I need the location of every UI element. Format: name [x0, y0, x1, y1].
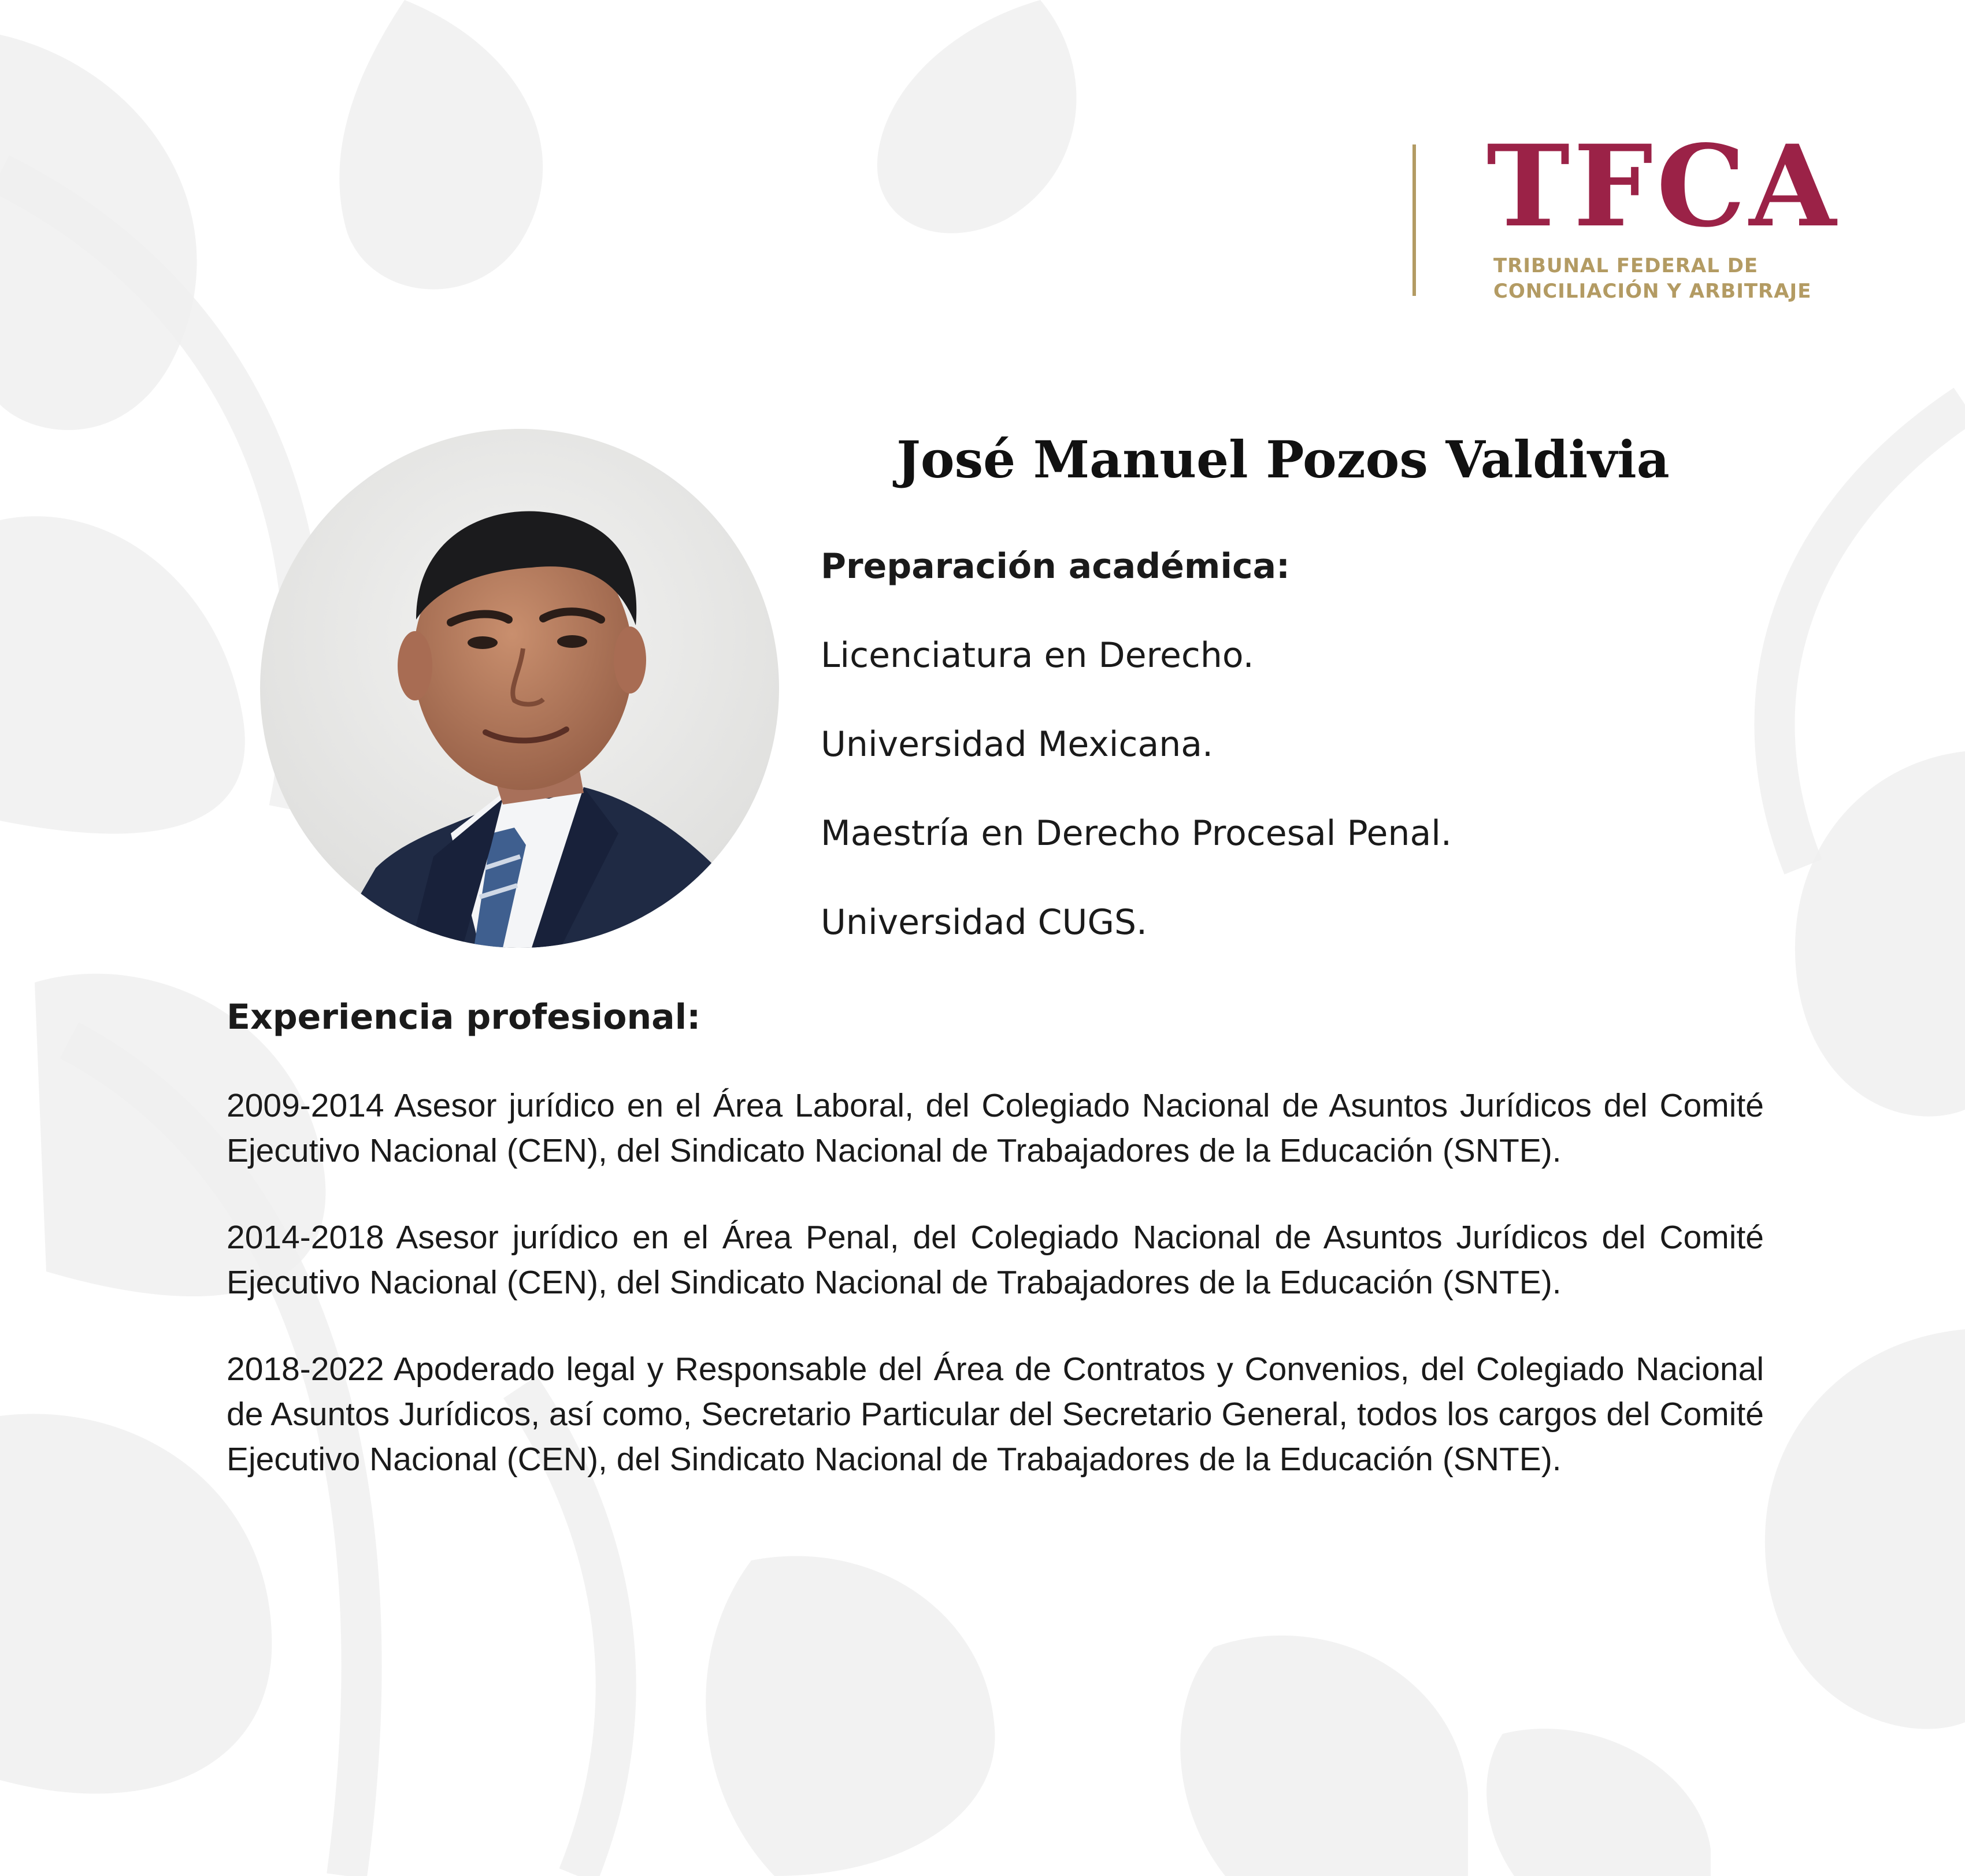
experience-entry: 2009-2014 Asesor jurídico en el Área Laboral, del Colegiado Nacional de Asuntos Jurídicos del Comité Ejecutivo Nacional (CEN), del Sindicato Nacional de Trabajadores de la Educación (SNTE).: [227, 1087, 1764, 1169]
logo-full-name-line2: CONCILIACIÓN Y ARBITRAJE: [1493, 280, 1812, 303]
academic-heading: Preparación académica:: [821, 546, 1291, 587]
person-name: José Manuel Pozos Valdivia: [896, 429, 1670, 490]
academic-item: Universidad CUGS.: [821, 902, 1148, 943]
portrait-image: [260, 429, 779, 948]
academic-item: Maestría en Derecho Procesal Penal.: [821, 813, 1452, 854]
experience-entry: 2014-2018 Asesor jurídico en el Área Penal, del Colegiado Nacional de Asuntos Jurídicos del Comité Ejecutivo Nacional (CEN), del Sindicato Nacional de Trabajadores de la Educación (SNTE).: [227, 1219, 1764, 1301]
logo-full-name: [1493, 253, 1910, 304]
logo-divider: [1412, 144, 1416, 296]
logo-acronym: TFCA: [1486, 120, 1840, 252]
academic-item: Licenciatura en Derecho.: [821, 635, 1254, 676]
logo-full-name-line1: TRIBUNAL FEDERAL DE: [1493, 254, 1759, 277]
experience-heading: Experiencia profesional:: [227, 997, 701, 1037]
experience-entry: 2018-2022 Apoderado legal y Responsable del Área de Contratos y Convenios, del Colegiado Nacional de Asuntos Jurídicos, así como, Secretario Particular del Secretario General, todos los cargos del Comité Ejecutivo Nacional (CEN), del Sindicato Nacional de Trabajadores de la Educación (SNTE).: [227, 1351, 1764, 1478]
profile-photo: [260, 429, 779, 948]
academic-section: [821, 543, 1768, 988]
academic-item: Universidad Mexicana.: [821, 724, 1214, 765]
experience-section: [227, 994, 1764, 1523]
